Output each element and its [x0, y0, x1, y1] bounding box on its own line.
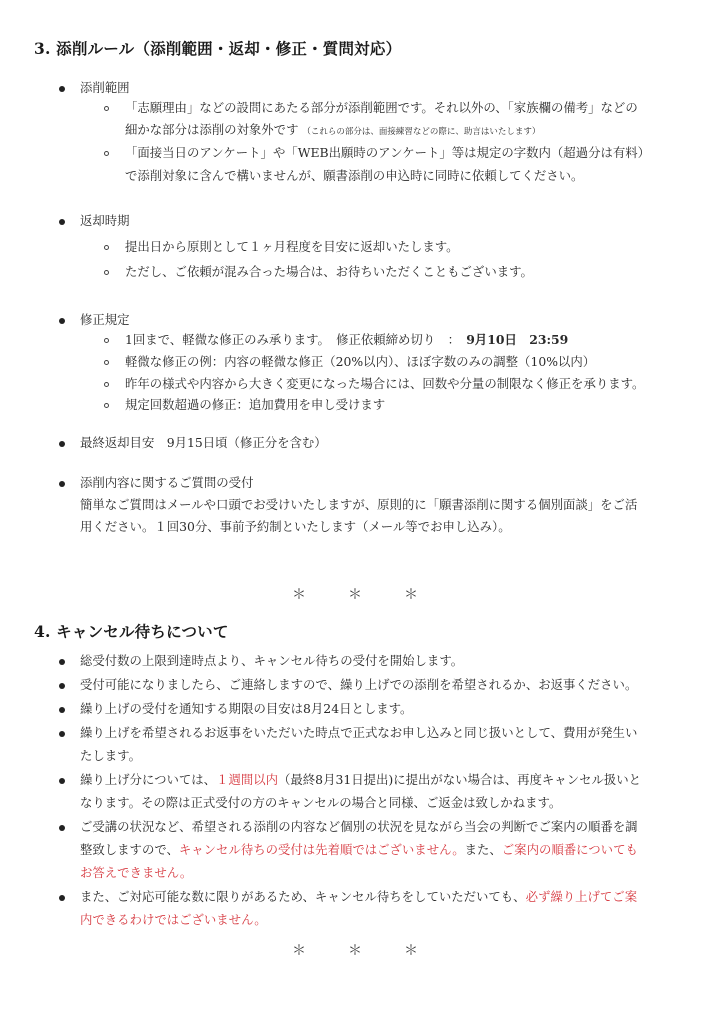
- section-separator: ＊ ＊ ＊: [292, 943, 432, 959]
- bullet-icon: [59, 318, 65, 324]
- cancel-item-5-text-post: （最終8月31日提出)に提出がない場合は、再度キャンセル扱いと: [278, 772, 642, 787]
- cancel-item-5-highlight: １週間以内: [216, 772, 279, 787]
- questions-label: 添削内容に関するご質問の受付: [80, 475, 254, 490]
- cancel-item-7-line-1: [80, 889, 637, 905]
- bullet-icon: [59, 659, 65, 665]
- scope-item-1-line-1: 「志願理由」などの設問にあたる部分が添削範囲です。それ以外の、「家族欄の備考」などの: [125, 100, 638, 115]
- bullet-icon: [59, 683, 65, 689]
- bullet-icon: [59, 707, 65, 713]
- section-3-heading: 3. 添削ルール（添削範囲・返却・修正・質問対応）: [34, 39, 402, 58]
- revision-item-1: [125, 332, 568, 348]
- scope-label: 添削範囲: [80, 80, 130, 95]
- cancel-item-7-highlight: 必ず繰り上げてご案: [525, 889, 638, 904]
- bullet-icon: [59, 731, 65, 737]
- revision-item-1-text: 1回まで、軽微な修正のみ承ります。 修正依頼締め切り ：: [125, 332, 454, 347]
- bullet-icon: [59, 481, 65, 487]
- bullet-icon: [59, 825, 65, 831]
- scope-item-1-note: （これらの部分は、面接練習などの際に、助言はいたします）: [302, 127, 541, 137]
- cancel-item-4-line-2: たします。: [80, 748, 141, 763]
- cancel-item-3: 繰り上げの受付を通知する期限の目安は8月24日とします。: [80, 701, 413, 716]
- cancel-item-6-highlight-2: ご案内の順番についても: [501, 842, 638, 857]
- revision-item: 規定回数超過の修正：追加費用を申し受けます: [125, 397, 386, 412]
- bullet-icon: [59, 895, 65, 901]
- sub-bullet-icon: [104, 106, 109, 111]
- return-period-item: ただし、ご依頼が混み合った場合は、お待ちいただくこともございます。: [125, 264, 533, 279]
- final-return: 最終返却目安 9月15日頃（修正分を含む）: [80, 435, 327, 450]
- cancel-item-6-line-3: お答えできません。: [80, 865, 193, 880]
- sub-bullet-icon: [104, 403, 109, 408]
- scope-item-1-line-2: [125, 122, 540, 140]
- cancel-item-6-line-1: ご受講の状況など、希望される添削の内容など個別の状況を見ながら当会の判断でご案内の順番を調: [80, 819, 638, 834]
- return-period-label: 返却時期: [80, 213, 130, 228]
- sub-bullet-icon: [104, 151, 109, 156]
- return-period-item: 提出日から原則として１ヶ月程度を目安に返却いたします。: [125, 239, 459, 254]
- cancel-item-4-line-1: 繰り上げを希望されるお返事をいただいた時点で正式なお申し込みと同じ扱いとして、費用が発生い: [80, 725, 638, 740]
- cancel-item-7-text: また、ご対応可能な数に限りがあるため、キャンセル待ちをしていただいても、: [80, 889, 526, 904]
- section-separator: ＊ ＊ ＊: [292, 587, 432, 603]
- cancel-item-1: 総受付数の上限到達時点より、キャンセル待ちの受付を開始します。: [80, 653, 464, 668]
- sub-bullet-icon: [104, 245, 109, 250]
- revision-item: 昨年の様式や内容から大きく変更になった場合には、回数や分量の制限なく修正を承ります。: [125, 376, 645, 391]
- cancel-item-5-text: 繰り上げ分については、: [80, 772, 217, 787]
- cancel-item-6-line-2: [80, 842, 638, 858]
- cancel-item-6-highlight-1: キャンセル待ちの受付は先着順ではございません。: [178, 842, 465, 857]
- cancel-item-2: 受付可能になりましたら、ご連絡しますので、繰り上げでの添削を希望されるか、お返事ください。: [80, 677, 638, 692]
- cancel-item-5-line-1: [80, 772, 641, 788]
- sub-bullet-icon: [104, 360, 109, 365]
- bullet-icon: [59, 219, 65, 225]
- sub-bullet-icon: [104, 270, 109, 275]
- revision-deadline: 9月10日 23:59: [466, 332, 569, 347]
- cancel-item-7-line-2: 内できるわけではございません。: [80, 912, 267, 927]
- revision-label: 修正規定: [80, 312, 130, 327]
- bullet-icon: [59, 86, 65, 92]
- scope-item-2-line-1: 「面接当日のアンケート」や「WEB出願時のアンケート」等は規定の字数内（超過分は有料）: [125, 145, 651, 160]
- scope-item-2-line-2: で添削対象に含んで構いませんが、願書添削の申込時に同時に依頼してください。: [125, 168, 584, 183]
- scope-item-1-text: 細かな部分は添削の対象外です: [125, 122, 299, 137]
- sub-bullet-icon: [104, 338, 109, 343]
- cancel-item-6-text: 整致しますので、: [80, 842, 179, 857]
- sub-bullet-icon: [104, 382, 109, 387]
- bullet-icon: [59, 778, 65, 784]
- cancel-item-5-line-2: なります。その際は正式受付の方のキャンセルの場合と同様、ご返金は致しかねます。: [80, 795, 562, 810]
- questions-line-1: 簡単なご質問はメールや口頭でお受けいたしますが、原則的に「願書添削に関する個別面談」をご活: [80, 497, 638, 512]
- cancel-item-6-text-mid: また、: [464, 842, 502, 857]
- bullet-icon: [59, 441, 65, 447]
- questions-line-2: 用ください。１回30分、事前予約制といたします（メール等でお申し込み）。: [80, 519, 511, 534]
- revision-item: 軽微な修正の例：内容の軽微な修正（20%以内）、ほぼ字数のみの調整（10%以内）: [125, 354, 596, 369]
- section-4-heading: 4. キャンセル待ちについて: [34, 622, 229, 641]
